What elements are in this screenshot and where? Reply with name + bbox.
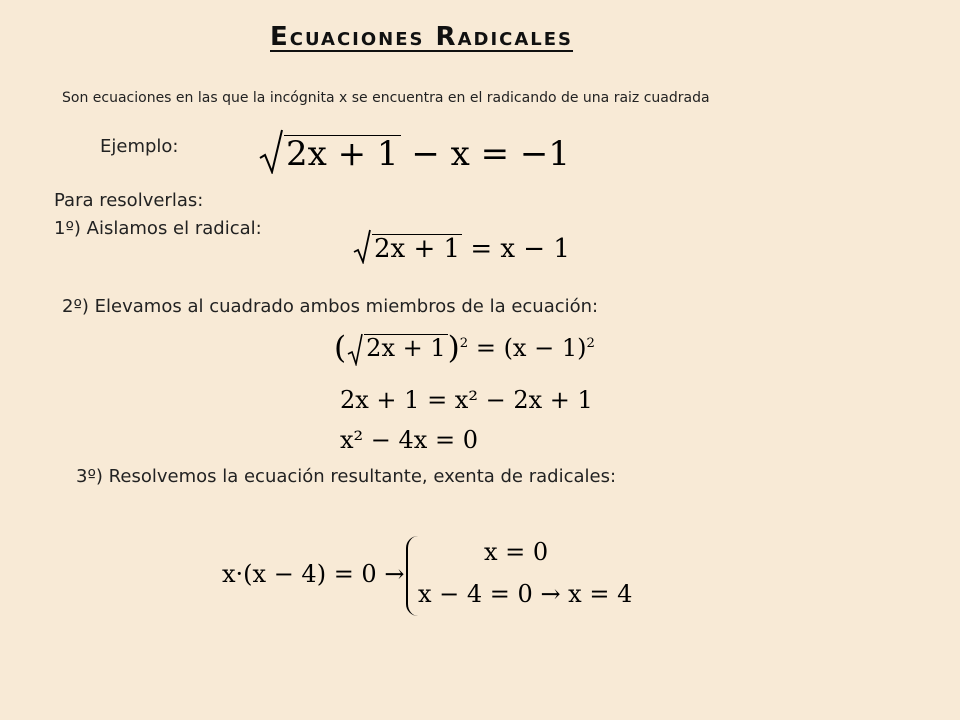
intro-text: Para resolverlas: [54, 190, 204, 211]
radical-sign-icon [352, 228, 372, 264]
step2-text: 2º) Elevamos al cuadrado ambos miembros de la ecuación: [62, 296, 599, 317]
isolated-rhs: = x − 1 [470, 234, 570, 264]
radical-sign-icon [346, 332, 364, 366]
squared-equation: ( $2x + 1)^2 = (x - 1)^2$ [334, 330, 595, 366]
example-radicand: 2x + 1 [286, 134, 399, 174]
expanded-equation: 2x + 1 = x² − 2x + 1 [340, 386, 593, 414]
step1-text: 1º) Aislamos el radical: [54, 218, 262, 239]
exponent-right: 2 [586, 336, 595, 351]
example-equation [258, 128, 570, 174]
squared-radicand: 2x + 1 [366, 334, 446, 362]
case-one: x = 0 [484, 538, 549, 566]
page-title: Ecuaciones Radicales [270, 22, 574, 52]
isolated-equation [352, 228, 570, 264]
step3-text: 3º) Resolvemos la ecuación resultante, exenta de radicales: [76, 466, 617, 487]
example-label: Ejemplo: [100, 136, 179, 157]
case-two: x − 4 = 0 → x = 4 [418, 580, 633, 608]
simplified-equation: x² − 4x = 0 [340, 426, 478, 454]
isolated-radicand: 2x + 1 [374, 234, 461, 264]
brace-icon [406, 536, 418, 616]
factored-equation: x·(x − 4) = 0 → [222, 560, 405, 588]
exponent-left: 2 [459, 336, 469, 351]
radical-sign-icon [258, 128, 284, 174]
squared-rhs: = (x − 1) [475, 334, 587, 362]
subtitle: Son ecuaciones en las que la incógnita x se encuentra en el radicando de una raiz cuadrada [62, 90, 710, 106]
example-rhs: − x = −1 [411, 134, 571, 174]
